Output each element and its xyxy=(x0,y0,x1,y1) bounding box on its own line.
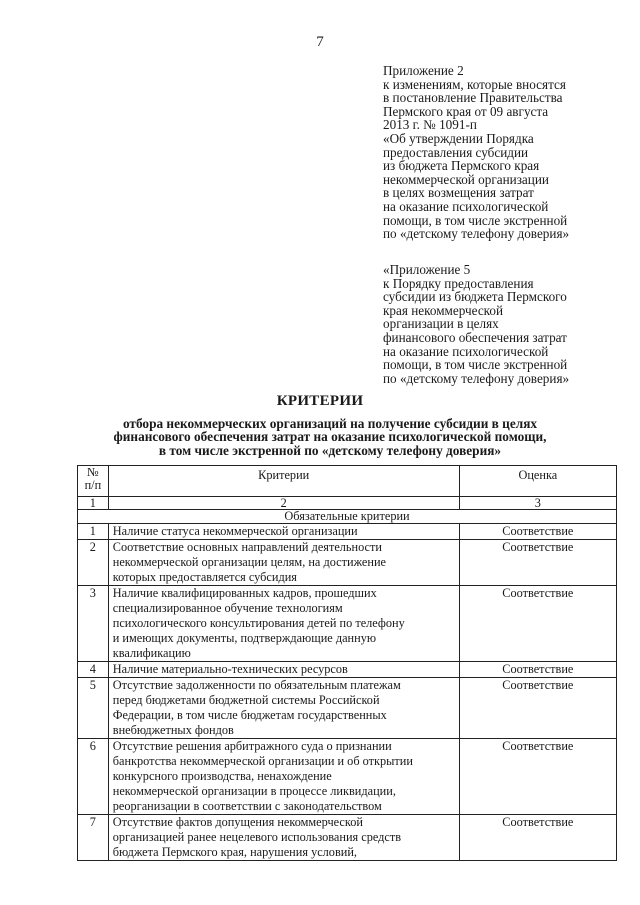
criterion-text xyxy=(108,815,459,861)
criterion-line: внебюджетных фондов xyxy=(112,723,234,737)
criterion-line: психологического консультирования детей по телефону xyxy=(112,616,405,630)
header-number-line2: п/п xyxy=(84,478,102,492)
annex-2-line: предоставления субсидии xyxy=(383,144,529,160)
criterion-line: конкурсного производства, ненахождение xyxy=(112,769,332,783)
criterion-line: специализированное обучение технологиям xyxy=(112,601,343,615)
criterion-line: Наличие материально-технических ресурсов xyxy=(112,662,348,676)
row-number: 4 xyxy=(78,662,109,678)
annex-2-line: помощи, в том числе экстренной xyxy=(383,212,568,228)
criterion-line: бюджета Пермского края, нарушения условий, xyxy=(112,845,357,859)
criterion-line: перед бюджетами бюджетной системы Российской xyxy=(112,693,380,707)
subtitle-line: в том числе экстренной по «детскому телефону доверия» xyxy=(158,442,502,458)
annex-2-line: к изменениям, которые вносятся xyxy=(383,76,566,92)
criterion-text xyxy=(108,540,459,586)
header-number xyxy=(78,466,109,497)
annex-5-line: субсидии из бюджета Пермского xyxy=(383,289,567,305)
criterion-line: Отсутствие задолженности по обязательным платежам xyxy=(112,678,401,692)
criterion-text xyxy=(108,662,459,678)
criterion-line: организацией ранее нецелевого использования средств xyxy=(112,830,402,844)
column-number: 1 xyxy=(78,497,109,510)
section-row xyxy=(78,510,617,524)
rating-value: Соответствие xyxy=(459,540,616,586)
annex-2-line: 2013 г. № 1091-п xyxy=(383,117,477,133)
table-row xyxy=(78,540,617,586)
annex-2-line: в целях возмещения затрат xyxy=(383,185,534,201)
annex-5-line: к Порядку предоставления xyxy=(383,275,534,291)
rating-value: Соответствие xyxy=(459,586,616,662)
criterion-line: квалификацию xyxy=(112,646,191,660)
table-row xyxy=(78,586,617,662)
row-number: 6 xyxy=(78,739,109,815)
criterion-line: которых предоставляется субсидия xyxy=(112,570,297,584)
row-number: 7 xyxy=(78,815,109,861)
header-rating xyxy=(459,466,616,497)
criteria-table xyxy=(77,465,617,861)
row-number: 5 xyxy=(78,678,109,739)
annex-2-line: в постановление Правительства xyxy=(383,90,563,106)
table-row xyxy=(78,662,617,678)
rating-value: Соответствие xyxy=(459,678,616,739)
criterion-line: и имеющих документы, подтверждающие данную xyxy=(112,631,377,645)
rating-value: Соответствие xyxy=(459,815,616,861)
annex-5-line: помощи, в том числе экстренной xyxy=(383,357,568,373)
criterion-line: Наличие квалифицированных кадров, прошедших xyxy=(112,586,377,600)
row-number: 2 xyxy=(78,540,109,586)
page-number: 7 xyxy=(316,34,324,50)
annex-2-line: из бюджета Пермского края xyxy=(383,158,540,174)
rating-value: Соответствие xyxy=(459,662,616,678)
section-title: Обязательные критерии xyxy=(78,510,617,524)
header-criteria-label: Критерии xyxy=(258,468,310,482)
annex-2-line: Пермского края от 09 августа xyxy=(383,103,549,119)
table-row xyxy=(78,524,617,540)
criterion-text xyxy=(108,739,459,815)
annex-2-line: некоммерческой организации xyxy=(383,171,549,187)
annex-2-line: «Об утверждении Порядка xyxy=(383,130,534,146)
annex-5-line: по «детскому телефону доверия» xyxy=(383,370,570,386)
row-number: 1 xyxy=(78,524,109,540)
criterion-line: Отсутствие решения арбитражного суда о признании xyxy=(112,739,392,753)
criterion-line: банкротства некоммерческой организации и об открытии xyxy=(112,754,413,768)
table-row xyxy=(78,739,617,815)
column-number: 3 xyxy=(459,497,616,510)
criterion-line: Федерации, в том числе бюджетам государственных xyxy=(112,708,387,722)
annex-5-line: организации в целях xyxy=(383,316,499,332)
row-number: 3 xyxy=(78,586,109,662)
annex-5-line: края некоммерческой xyxy=(383,302,504,318)
header-criteria xyxy=(108,466,459,497)
table-row xyxy=(78,815,617,861)
annex-2-line: Приложение 2 xyxy=(383,63,464,78)
criterion-line: реорганизации в соответствии с законодательством xyxy=(112,799,382,813)
annex-2-line: по «детскому телефону доверия» xyxy=(383,226,570,242)
criterion-line: некоммерческой организации в процессе ликвидации, xyxy=(112,784,396,798)
header-number-line1: № xyxy=(87,465,99,479)
table-header-row xyxy=(78,466,617,497)
annex-2-line: на оказание психологической xyxy=(383,198,549,214)
table-row xyxy=(78,678,617,739)
document-title: КРИТЕРИИ xyxy=(276,393,364,409)
criterion-line: Соответствие основных направлений деятельности xyxy=(112,540,382,554)
criterion-line: Наличие статуса некоммерческой организации xyxy=(112,524,358,538)
header-rating-label: Оценка xyxy=(518,468,558,482)
criterion-text xyxy=(108,678,459,739)
document-subtitle xyxy=(60,417,600,457)
annex-5-block xyxy=(383,263,623,385)
subtitle-line: финансового обеспечения затрат на оказание психологической помощи, xyxy=(113,429,547,445)
rating-value: Соответствие xyxy=(459,739,616,815)
rating-value: Соответствие xyxy=(459,524,616,540)
criterion-line: некоммерческой организации целям, на достижение xyxy=(112,555,386,569)
criterion-text xyxy=(108,586,459,662)
subtitle-line: отбора некоммерческих организаций на получение субсидии в целях xyxy=(122,416,538,431)
criterion-line: Отсутствие фактов допущения некоммерческой xyxy=(112,815,363,829)
criterion-text xyxy=(108,524,459,540)
column-number-row xyxy=(78,497,617,510)
annex-5-line: финансового обеспечения затрат xyxy=(383,329,567,345)
annex-5-line: «Приложение 5 xyxy=(383,262,471,277)
annex-2-block xyxy=(383,64,623,241)
annex-5-line: на оказание психологической xyxy=(383,343,549,359)
column-number: 2 xyxy=(108,497,459,510)
